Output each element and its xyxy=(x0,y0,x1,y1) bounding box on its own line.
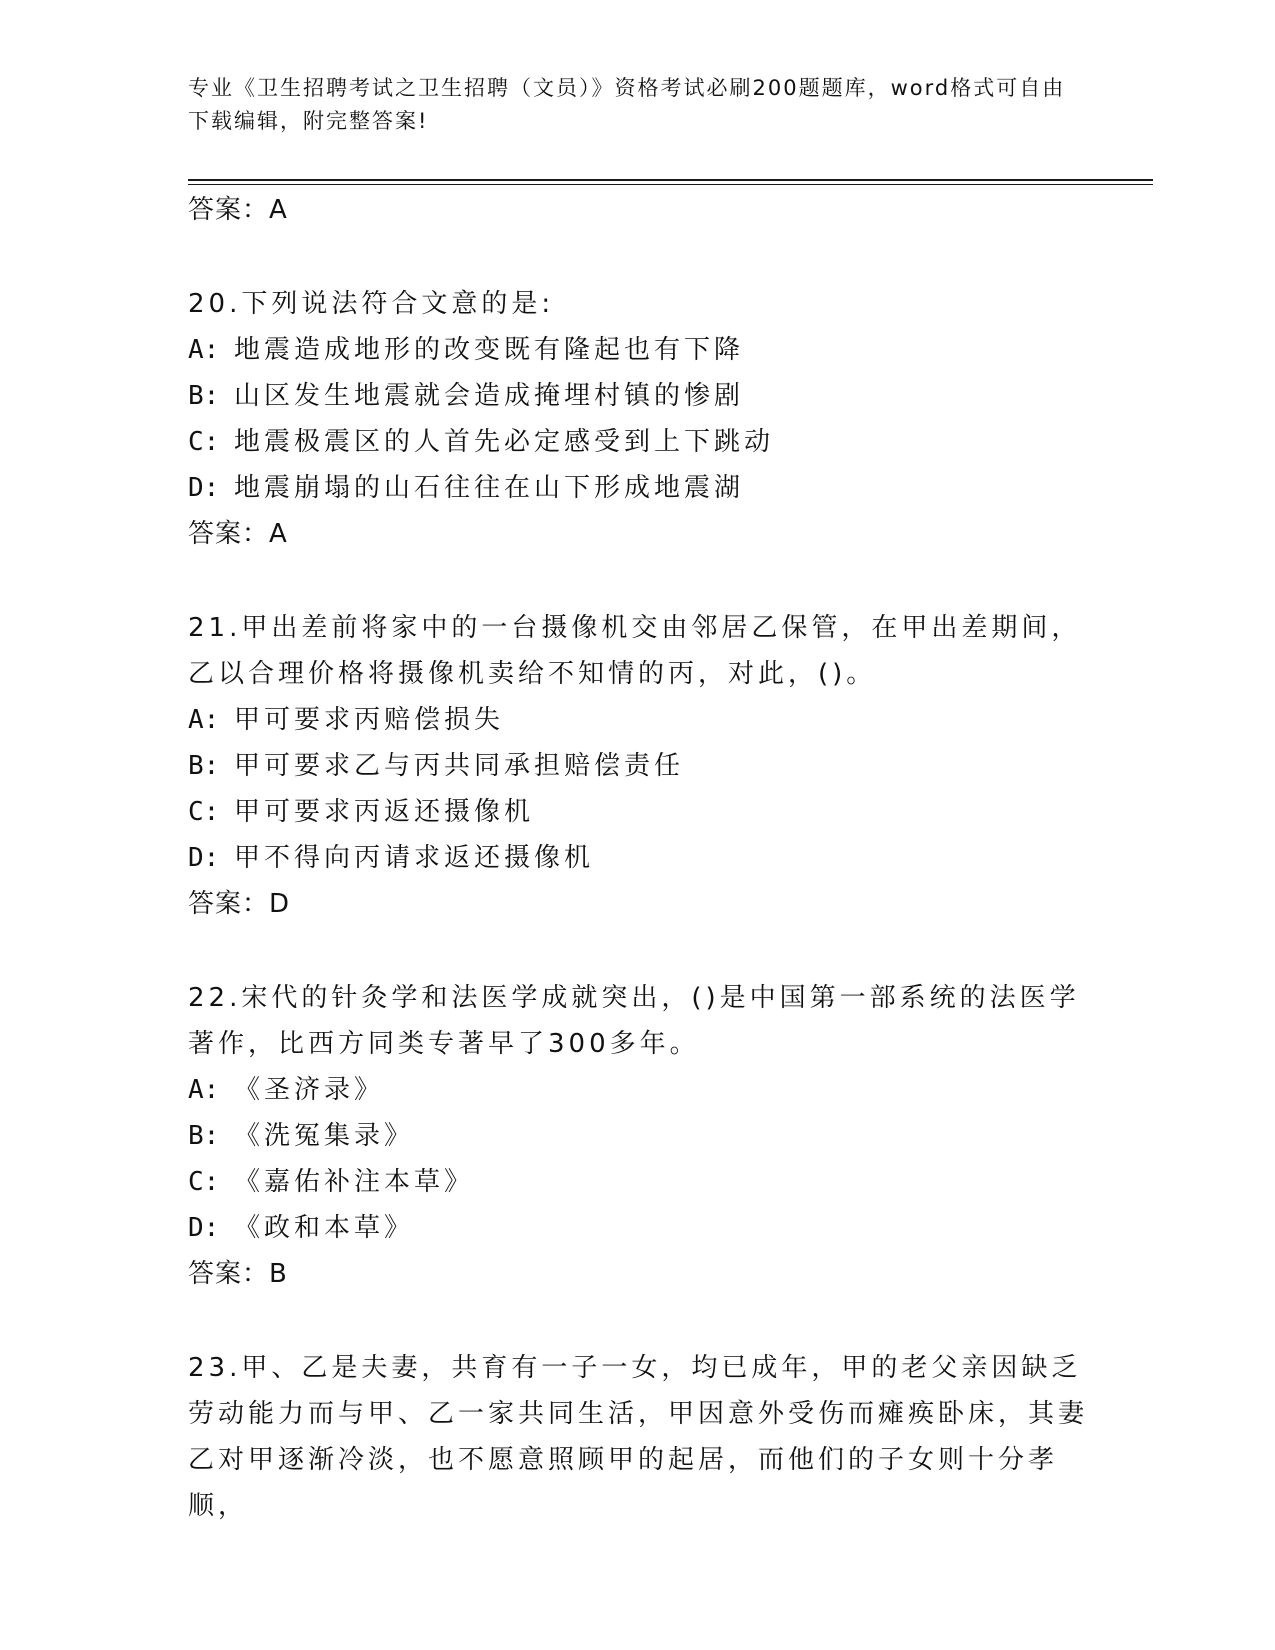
option-text: 地震崩塌的山石往往在山下形成地震湖 xyxy=(234,473,745,503)
option-c xyxy=(188,789,1088,835)
document-body xyxy=(188,187,1088,1529)
option-key: C: xyxy=(188,797,220,827)
option-text: 甲可要求丙返还摄像机 xyxy=(234,797,535,827)
option-b xyxy=(188,743,1088,789)
option-key: C: xyxy=(188,427,220,457)
question-20 xyxy=(188,281,1088,557)
answer-text: 答案：B xyxy=(188,1259,288,1289)
option-text: 《政和本草》 xyxy=(234,1213,415,1243)
option-text: 地震极震区的人首先必定感受到上下跳动 xyxy=(234,427,775,457)
question-stem: 23.甲、乙是夫妻，共育有一子一女，均已成年，甲的老父亲因缺乏劳动能力而与甲、乙一家共同生活，甲因意外受伤而瘫痪卧床，其妻乙对甲逐渐冷淡，也不愿意照顾甲的起居，而他们的子女则十分孝顺， xyxy=(188,1353,1089,1521)
question-23 xyxy=(188,1345,1088,1529)
document-header: 专业《卫生招聘考试之卫生招聘（文员）》资格考试必刷200题题库，word格式可自由下载编辑，附完整答案! xyxy=(188,76,1066,133)
option-text: 《圣济录》 xyxy=(234,1075,385,1105)
header-divider xyxy=(188,179,1153,185)
option-c xyxy=(188,1159,1088,1205)
question-stem: 20.下列说法符合文意的是: xyxy=(188,289,555,319)
answer-text: 答案：A xyxy=(188,519,288,549)
option-text: 甲可要求乙与丙共同承担赔偿责任 xyxy=(234,751,685,781)
question-21 xyxy=(188,605,1088,927)
question-stem: 21.甲出差前将家中的一台摄像机交由邻居乙保管，在甲出差期间，乙以合理价格将摄像机卖给不知情的丙，对此，()。 xyxy=(188,613,1082,689)
option-key: A: xyxy=(188,705,220,735)
option-key: D: xyxy=(188,1213,220,1243)
option-a xyxy=(188,697,1088,743)
option-key: A: xyxy=(188,1075,220,1105)
option-key: D: xyxy=(188,843,220,873)
option-text: 《洗冤集录》 xyxy=(234,1121,415,1151)
option-key: D: xyxy=(188,473,220,503)
question-stem: 22.宋代的针灸学和法医学成就突出，()是中国第一部系统的法医学著作，比西方同类专著早了300多年。 xyxy=(188,983,1080,1059)
answer-text: 答案：D xyxy=(188,889,291,919)
option-text: 《嘉佑补注本草》 xyxy=(234,1167,475,1197)
option-key: C: xyxy=(188,1167,220,1197)
option-a xyxy=(188,1067,1088,1113)
answer-text: 答案：A xyxy=(188,195,288,225)
option-text: 山区发生地震就会造成掩埋村镇的惨剧 xyxy=(234,381,745,411)
option-key: B: xyxy=(188,751,220,781)
question-22 xyxy=(188,975,1088,1297)
option-d xyxy=(188,835,1088,881)
option-key: A: xyxy=(188,335,220,365)
option-d xyxy=(188,465,1088,511)
option-d xyxy=(188,1205,1088,1251)
option-text: 地震造成地形的改变既有隆起也有下降 xyxy=(234,335,745,365)
option-a xyxy=(188,327,1088,373)
option-key: B: xyxy=(188,1121,220,1151)
option-b xyxy=(188,1113,1088,1159)
option-b xyxy=(188,373,1088,419)
option-text: 甲不得向丙请求返还摄像机 xyxy=(234,843,595,873)
option-c xyxy=(188,419,1088,465)
option-key: B: xyxy=(188,381,220,411)
option-text: 甲可要求丙赔偿损失 xyxy=(234,705,505,735)
